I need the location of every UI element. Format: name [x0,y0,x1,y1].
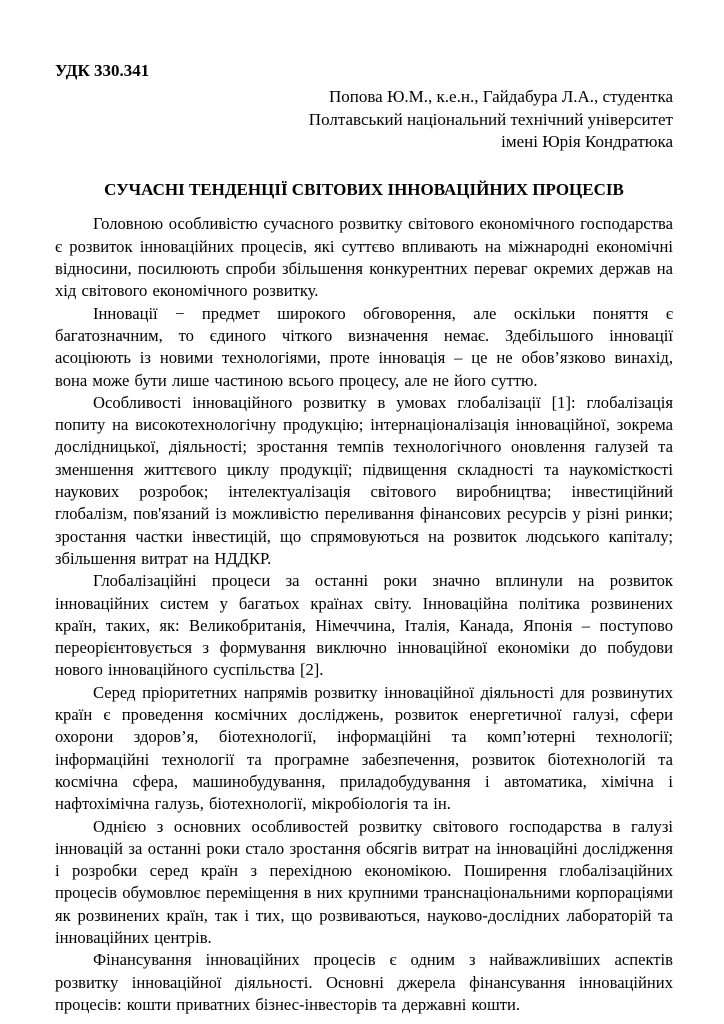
paragraph: Однією з основних особливостей розвитку світового господарства в галузі інновацій за останні роки стало зростання обсягів витрат на інноваційні дослідження і розробки серед країн з перехідною економікою. Поширення глобалізаційних процесів обумовлює переміщення в них крупними транснаціональними корпораціями як розвинених країн, так і тих, що розвиваються, науково-дослідних лабораторій та інноваційних центрів. [55,816,673,947]
paragraph: Особливості інноваційного розвитку в умовах глобалізації [1]: глобалізація попиту на високотехнологічну продукцію; інтернаціоналізація інноваційної, зокрема дослідницької, діяльності; зростання темпів технологічного оновлення галузей та зменшення життєвого циклу продукції; підвищення складності та наукомісткості наукових розробок; інтелектуалізація світового виробництва; інвестиційний глобалізм, пов'язаний із можливістю переливання фінансових ресурсів у різні ринки; зростання частки інвестицій, що спрямовуються на розвиток людського капіталу; збільшення витрат на НДДКР. [55,392,673,568]
article-title: СУЧАСНІ ТЕНДЕНЦІЇ СВІТОВИХ ІННОВАЦІЙНИХ ПРОЦЕСІВ [104,180,624,200]
paragraph: Серед пріоритетних напрямів розвитку інноваційної діяльності для розвинутих країн є проведення космічних досліджень, розвиток енергетичної галузі, сфери охорони здоров’я, біотехнології, інформаційні та комп’ютерні технології; інформаційні технології та програмне забезпечення, розвиток біотехнологій та космічна сфера, машинобудування, приладобудування і автоматика, хімічна і нафтохімічна галузь, біотехнології, мікробіологія та ін. [55,682,673,814]
university-line: Полтавський національний технічний університет [308,109,673,129]
udc-classification-label: УДК 330.341 [55,61,150,80]
article-body [55,213,673,1016]
paragraph: Інновації − предмет широкого обговорення, але оскільки поняття є багатозначним, то єдиного чіткого визначення немає. Здебільшого інновації асоціюють із новими технологіями, проте інновація – це не обов’язково винахід, вона може бути лише частиною всього процесу, але не його суттю. [55,303,673,390]
paragraph: Головною особливістю сучасного розвитку світового економічного господарства є розвиток інноваційних процесів, які суттєво впливають на міжнародні економічні відносини, посилюють спроби збільшення конкурентних переваг окремих держав на хід світового економічного розвитку. [55,214,673,301]
document-content [55,60,673,1016]
university-name-line: імені Юрія Кондратюка [501,131,673,151]
author-line: Попова Ю.М., к.е.н., Гайдабура Л.А., студентка [328,87,673,107]
author-block [55,86,673,153]
paragraph: Глобалізаційні процеси за останні роки значно вплинули на розвиток інноваційних систем у багатьох країнах світу. Інноваційна політика розвинених країн, таких, як: Великобританія, Німеччина, Італія, Канада, Японія – поступово переорієнтовується з формування виключно інноваційної економіки до побудови нового інноваційного суспільства [2]. [55,571,673,680]
paragraph: Фінансування інноваційних процесів є одним з найважливіших аспектів розвитку інноваційної діяльності. Основні джерела фінансування інноваційних процесів: кошти приватних бізнес-інвесторів та державні кошти. [55,950,673,1014]
